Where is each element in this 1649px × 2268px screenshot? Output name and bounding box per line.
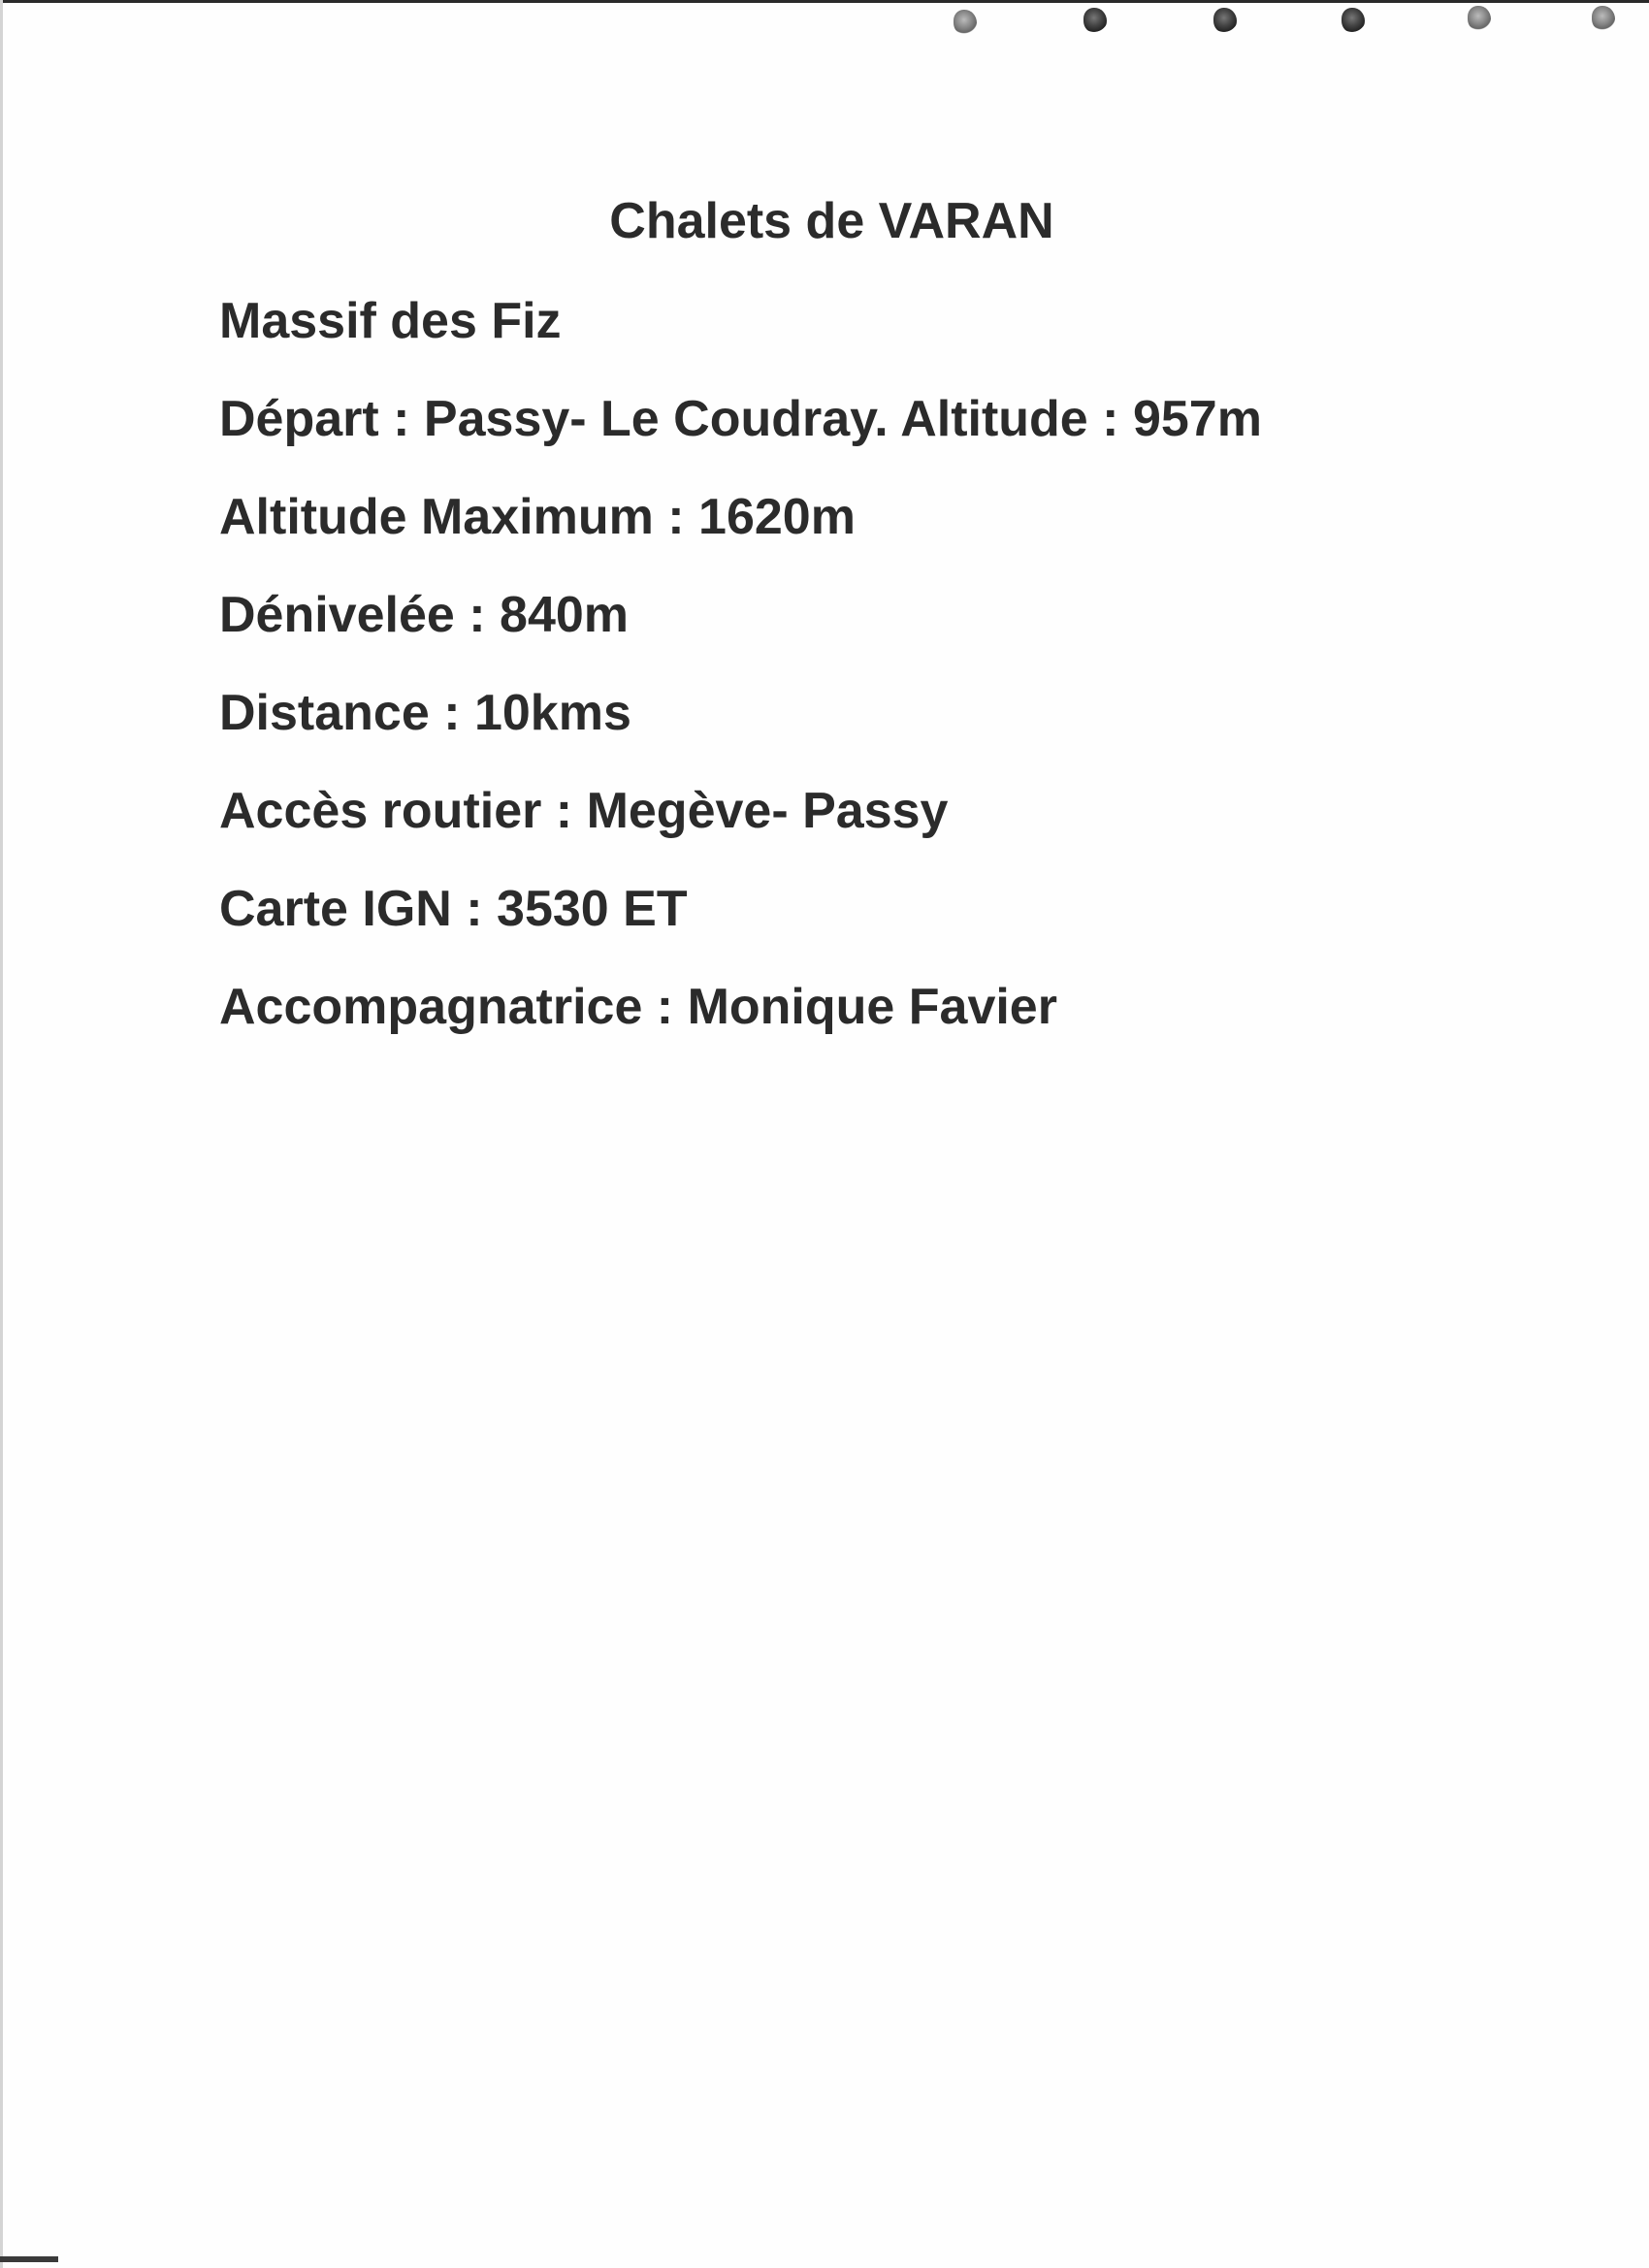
- info-line-denivelee: Dénivelée : 840m: [219, 587, 630, 643]
- info-line-distance: Distance : 10kms: [219, 685, 631, 741]
- info-line-carte-ign: Carte IGN : 3530 ET: [219, 881, 688, 937]
- info-line-accompagnatrice: Accompagnatrice : Monique Favier: [219, 979, 1057, 1035]
- page-bottom-mark: [0, 2256, 58, 2262]
- binder-hole: [1083, 8, 1107, 33]
- info-line-altitude-max: Altitude Maximum : 1620m: [219, 489, 856, 545]
- page-left-edge: [0, 0, 3, 2268]
- info-line-acces-routier: Accès routier : Megève- Passy: [219, 783, 949, 839]
- binder-hole: [1592, 6, 1615, 31]
- binder-hole: [954, 10, 977, 35]
- info-line-massif: Massif des Fiz: [219, 293, 562, 349]
- binder-hole: [1468, 6, 1491, 31]
- document-title: Chalets de VARAN: [609, 193, 1054, 249]
- info-line-depart: Départ : Passy- Le Coudray. Altitude : 957m: [219, 391, 1262, 447]
- info-list: [219, 287, 1262, 1071]
- binder-hole: [1342, 8, 1365, 33]
- binder-holes: [0, 0, 1649, 58]
- binder-hole: [1213, 8, 1237, 33]
